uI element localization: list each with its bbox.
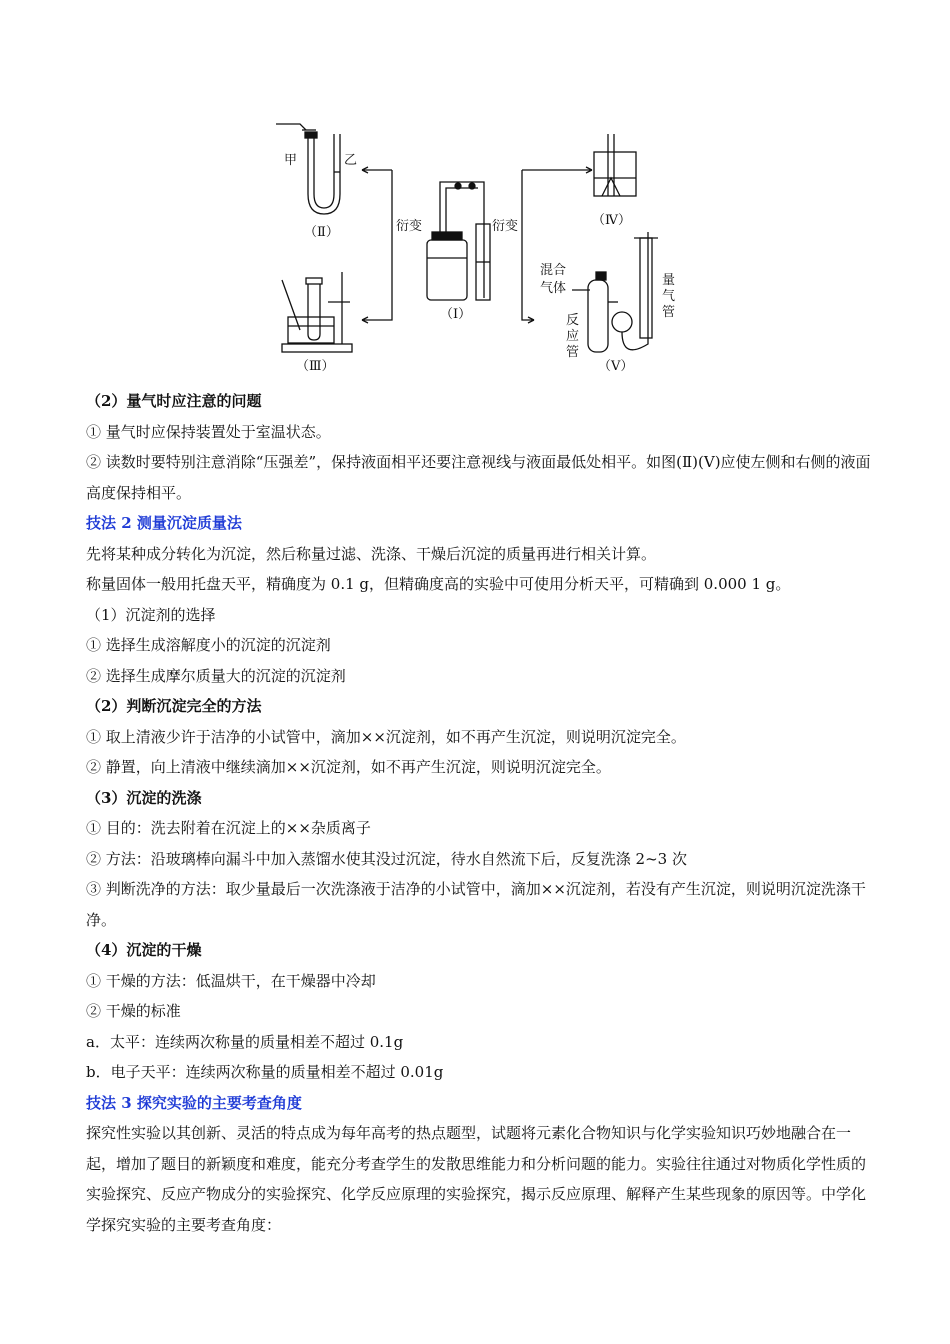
label-reaction-tube-2: 应 [566,329,580,344]
paragraph-balance: 称量固体一般用托盘天平，精确度为 0.1 g，但精确度高的实验中可使用分析天平，可精确到 0.000 1 g。 [86,575,791,593]
label-yanbian-left: 衍变 [396,219,423,234]
list-item: ② 静置，向上清液中继续滴加××沉淀剂，如不再产生沉淀，则说明沉淀完全。 [86,758,611,776]
label-gas-tube-3: 管 [662,305,676,320]
paragraph-precipitate-intro: 先将某种成分转化为沉淀，然后称量过滤、洗涤、干燥后沉淀的质量再进行相关计算。 [86,544,657,563]
label-reaction-tube-1: 反 [566,313,580,328]
list-item: ② 干燥的标准 [86,1002,181,1020]
heading-technique-3: 技法 3 探究实验的主要考查角度 [86,1093,302,1112]
paragraph-pressure-diff: ② 读数时要特别注意消除“压强差”，保持液面相平还要注意视线与液面最低处相平。如图(Ⅱ)(Ⅴ)应使左侧和右侧的液面高度保持相平。 [86,453,871,502]
paragraph-room-temp: ① 量气时应保持装置处于室温状态。 [86,422,331,441]
list-item: ① 目的：洗去附着在沉淀上的××杂质离子 [86,819,371,837]
list-item: ① 取上清液少许于洁净的小试管中，滴加××沉淀剂，如不再产生沉淀，则说明沉淀完全。 [86,727,686,746]
list-item: b．电子天平：连续两次称量的质量相差不超过 0.01g [86,1063,444,1081]
paragraph-inquiry-experiments: 探究性实验以其创新、灵活的特点成为每年高考的热点题型，试题将元素化合物知识与化学实验知识巧妙地融合在一起，增加了题目的新颖度和难度，能充分考查学生的发散思维能力和分析问题的能力。实验往往通过对物质化学性质的实验探究、反应产物成分的实验探究、化学反应原理的实验探究，揭示反应原理、解释产生某些现象的原因等。中学化学探究实验的主要考查角度： [86,1124,867,1234]
heading-complete-precipitation: （2）判断沉淀完全的方法 [86,697,262,715]
list-item: a．太平：连续两次称量的质量相差不超过 0.1g [86,1032,404,1051]
list-item: ③ 判断洗净的方法：取少量最后一次洗涤液于洁净的小试管中，滴加××沉淀剂，若没有产生沉淀，则说明沉淀洗涤干净。 [86,880,866,929]
label-iii: （Ⅲ） [296,359,335,374]
label-i: （Ⅰ） [440,307,472,322]
heading-drying: （4）沉淀的干燥 [86,941,202,959]
label-jia: 甲 [284,153,298,168]
list-item: ② 选择生成摩尔质量大的沉淀的沉淀剂 [86,666,346,685]
label-yi: 乙 [344,153,358,168]
label-mixed-gas-1: 混合 [540,263,567,278]
subheading-precipitant-choice: （1）沉淀剂的选择 [86,605,216,624]
label-gas-tube-2: 气 [662,289,676,304]
label-iv: （Ⅳ） [592,213,631,228]
label-ii: （Ⅱ） [304,225,339,240]
heading-technique-2: 技法 2 测量沉淀质量法 [86,514,242,532]
heading-washing: （3）沉淀的洗涤 [86,788,202,807]
list-item: ① 选择生成溶解度小的沉淀的沉淀剂 [86,636,331,654]
apparatus-figure [272,112,692,380]
document-body [86,386,876,1240]
label-reaction-tube-3: 管 [566,345,580,360]
label-gas-tube-1: 量 [662,273,676,288]
heading-gas-measure-notes: （2）量气时应注意的问题 [86,392,262,410]
apparatus-diagram [272,112,692,380]
label-mixed-gas-2: 气体 [540,281,567,296]
list-item: ② 方法：沿玻璃棒向漏斗中加入蒸馏水使其没过沉淀，待水自然流下后，反复洗涤 2~3 次 [86,849,687,868]
label-v: （Ⅴ） [598,359,634,374]
label-yanbian-right: 衍变 [492,219,519,234]
list-item: ① 干燥的方法：低温烘干，在干燥器中冷却 [86,971,376,990]
